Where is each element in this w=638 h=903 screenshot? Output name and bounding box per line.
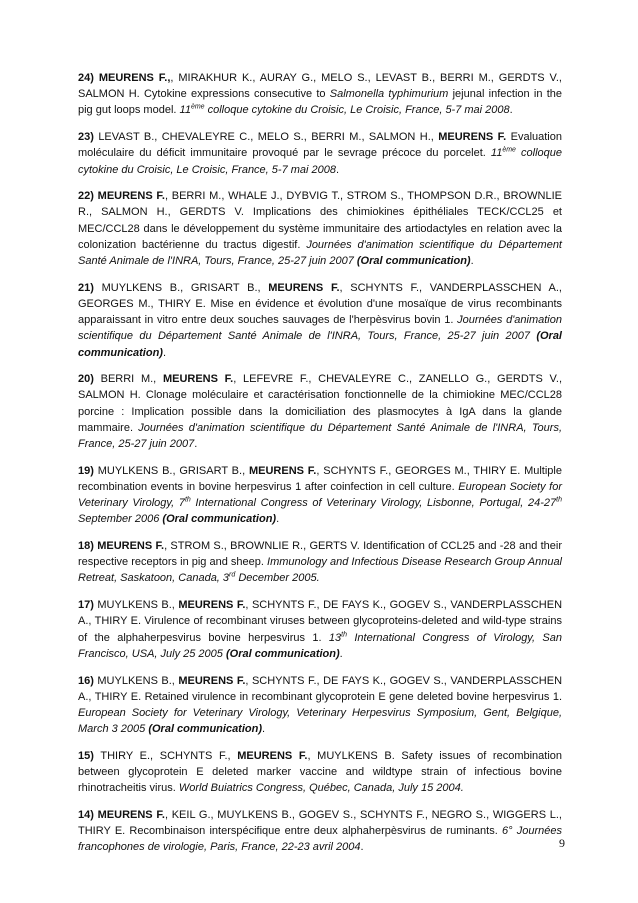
authors: MUYLKENS B., GRISART B., — [93, 281, 269, 294]
author-highlight: MEURENS F. — [178, 674, 246, 687]
authors-and-title: , SCHYNTS F., GEORGES M., THIRY E. Multiple recombination events in bovine herpesvirus 1 after coinfection in cell culture. — [78, 464, 562, 493]
entry-number: 21) — [78, 281, 94, 294]
venue: Immunology and Infectious Disease Research Group Annual Retreat, Saskatoon, Canada, 3rd December 2005. — [78, 556, 562, 585]
publication-entry-22: 22) MEURENS F., BERRI M., WHALE J., DYBVIG T., STROM S., THOMPSON D.R., BROWNLIE R., SALMON H., GERDTS V. Implications des chimiokines épithéliales TECK/CCL25 et MEC/CCL28 dans le développement du système immunitaire des artiodactyles en relation avec la colonization bactérienne du tractus digestif. Journées d'animation scientifique du Département Santé Animale de l'INRA, Tours, France, 25-27 juin 2007 (Oral communication). — [78, 190, 562, 268]
entry-number: 14) — [78, 808, 94, 821]
oral-communication-label: (Oral communication) — [148, 723, 263, 736]
publication-entry-19: 19) MUYLKENS B., GRISART B., MEURENS F., SCHYNTS F., GEORGES M., THIRY E. Multiple recombination events in bovine herpesvirus 1 after coinfection in cell culture. European Society for Veterinary Virology, 7th International Congress of Veterinary Virology, Lisbonne, Portugal, 24-27th September 2006 (Oral communication). — [78, 464, 563, 526]
authors-and-title: , BERRI M., WHALE J., DYBVIG T., STROM S., THOMPSON D.R., BROWNLIE R., SALMON H., GERDTS V. Implications des chimiokines épithéliales TECK/CCL25 et MEC/CCL28 dans le développement du système immunitaire des artiodactyles en relation avec la colonization bactérienne du tractus digestif. — [78, 190, 562, 251]
author-highlight: MEURENS F. — [438, 131, 507, 144]
author-highlight: MEURENS F. — [97, 540, 165, 553]
venue: Journées d'animation scientifique du Département Santé Animale de l'INRA, Tours, France, 25-27 juin 2007 — [78, 238, 562, 268]
authors-and-title: , STROM S., BROWNLIE R., GERTS V. Identification of CCL25 and -28 and their respective receptors in pig and sheep. — [78, 540, 562, 569]
authors: LEVAST B., CHEVALEYRE C., MELO S., BERRI M., SALMON H., — [98, 131, 439, 144]
authors: THIRY E., SCHYNTS F., — [93, 749, 238, 762]
title-text: Evaluation moléculaire du déficit immunitaire provoqué par le sevrage précoce du porcelet. — [78, 131, 562, 160]
authors: BERRI M., — [93, 373, 163, 386]
species-name: Salmonella typhimurium — [329, 88, 449, 101]
publication-entry-24: 24) MEURENS F.,, MIRAKHUR K., AURAY G., MELO S., LEVAST B., BERRI M., GERDTS V., SALMON H. Cytokine expressions consecutive to Salmonella typhimurium jejunal infection in the pig gut loops model. 11ème colloque cytokine du Croisic, Le Croisic, France, 5-7 mai 2008. — [78, 72, 562, 117]
publication-entry-20: 20) BERRI M., MEURENS F., LEFEVRE F., CHEVALEYRE C., ZANELLO G., GERDTS V., SALMON H. Clonage moléculaire et caractérisation fonctionnelle de la chimiokine MEC/CCL28 porcine : Implication possible dans la domiciliation des plasmocytes à IgA dans la glande mammaire. Journées d'animation scientifique du Département Santé Animale de l'INRA, Tours, France, 25-27 juin 2007. — [78, 373, 563, 451]
entry-number: 24) — [78, 72, 94, 84]
venue: European Society for Veterinary Virology, Veterinary Herpesvirus Symposium, Gent, Belgique, March 3 2005 — [78, 706, 562, 736]
venue: Journées d'animation scientifique du Département Santé Animale de l'INRA, Tours, France, 25-27 juin 2007 — [78, 314, 562, 343]
publication-entry-15 — [78, 748, 562, 797]
publication-entry-23: 23) LEVAST B., CHEVALEYRE C., MELO S., BERRI M., SALMON H., MEURENS F. Evaluation moléculaire du déficit immunitaire provoqué par le sevrage précoce du porcelet. 11ème colloque cytokine du Croisic, Le Croisic, France, 5-7 mai 2008. — [78, 131, 562, 176]
venue: 11ème colloque cytokine du Croisic, Le Croisic, France, 5-7 mai 2008 — [78, 146, 562, 176]
author-highlight: MEURENS F. — [162, 373, 234, 386]
publication-entry-18 — [78, 538, 562, 587]
author-highlight: MEURENS F. — [237, 749, 308, 762]
authors: MUYLKENS B., GRISART B., — [93, 464, 249, 477]
authors-and-title: , MUYLKENS B. Safety issues of recombination between glycoprotein E deleted marker vaccine and wildtype strain of infectious bovine rhinotracheitis virus. — [78, 749, 563, 795]
author-highlight: MEURENS F. — [268, 281, 340, 294]
author-highlight: MEURENS F. — [248, 464, 317, 477]
title-text: jejunal infection in the pig gut loops model. — [78, 88, 562, 117]
publication-list — [78, 70, 562, 866]
author-highlight: MEURENS F. — [178, 599, 246, 612]
author-highlight: MEURENS F. — [97, 190, 165, 203]
authors: MUYLKENS B., — [93, 674, 179, 687]
authors-and-title: , LEFEVRE F., CHEVALEYRE C., ZANELLO G., GERDTS V., SALMON H. Clonage moléculaire et caractérisation fonctionnelle de la chimiokine MEC/CCL28 porcine : Implication possible dans la domiciliation des plasmocytes à IgA dans la glande mammaire. — [78, 373, 562, 434]
publication-entry-14: 14) MEURENS F., KEIL G., MUYLKENS B., GOGEV S., SCHYNTS F., NEGRO S., WIGGERS L., THIRY E. Recombinaison interspécifique entre deux alphaherpèsvirus de ruminants. 6° Journées francophones de virologie, Paris, France, 22-23 avril 2004. — [78, 808, 562, 854]
authors-and-title: , MIRAKHUR K., AURAY G., MELO S., LEVAST B., BERRI M., GERDTS V., SALMON H. Cytokine expressions consecutive to — [78, 72, 562, 101]
authors-and-title: , KEIL G., MUYLKENS B., GOGEV S., SCHYNTS F., NEGRO S., WIGGERS L., THIRY E. Recombinaison interspécifique entre deux alphaherpèsvirus de ruminants. — [78, 808, 562, 838]
oral-communication-label: (Oral communication) — [356, 255, 471, 268]
entry-number: 18) — [78, 540, 94, 553]
authors: MUYLKENS B., — [93, 599, 179, 612]
venue: European Society for Veterinary Virology, 7th International Congress of Veterinary Virology, Lisbonne, Portugal, 24-27th September 2006 — [78, 480, 563, 526]
author-highlight: MEURENS F., — [98, 72, 171, 84]
page-number: 9 — [559, 836, 565, 850]
oral-communication-label: (Oral communication) — [225, 647, 340, 660]
venue: 13th International Congress of Virology, San Francisco, USA, July 25 2005 — [78, 630, 562, 660]
publication-entry-16: 16) MUYLKENS B., MEURENS F., SCHYNTS F., DE FAYS K., GOGEV S., VANDERPLASSCHEN A., THIRY E. Retained virulence in recombinant glycoprotein E gene deleted bovine herpesvirus 1. European Society for Veterinary Virology, Veterinary Herpesvirus Symposium, Gent, Belgique, March 3 2005 (Oral communication). — [78, 674, 563, 736]
publication-entry-21: 21) MUYLKENS B., GRISART B., MEURENS F., SCHYNTS F., VANDERPLASSCHEN A., GEORGES M., THIRY E. Mise en évidence et évolution d'une mosaïque de virus recombinants apparaissant in vitro entre deux souches sauvages de l'herpèsvirus bovin 1. Journées d'animation scientifique du Département Santé Animale de l'INRA, Tours, France, 25-27 juin 2007 (Oral communication). — [78, 281, 562, 359]
oral-communication-label: (Oral communication) — [78, 330, 562, 359]
venue: Journées d'animation scientifique du Département Santé Animale de l'INRA, Tours, France, 25-27 juin 2007 — [78, 421, 563, 451]
entry-number: 20) — [78, 373, 94, 386]
venue: World Buiatrics Congress, Québec, Canada, July 15 2004. — [178, 782, 464, 795]
authors-and-title: , SCHYNTS F., DE FAYS K., GOGEV S., VANDERPLASSCHEN A., THIRY E. Virulence of recombinant viruses between glycoproteins-deleted and wild-type strains of the alphaherpesvirus bovine herpesvirus 1. — [78, 599, 563, 644]
entry-number: 23) — [78, 131, 94, 144]
authors-and-title: , SCHYNTS F., VANDERPLASSCHEN A., GEORGES M., THIRY E. Mise en évidence et évolution d'une mosaïque de virus recombinants apparaissant in vitro entre deux souches sauvages de l'herpèsvirus bovin 1. — [78, 281, 562, 327]
entry-number: 16) — [78, 674, 94, 687]
authors-and-title: , SCHYNTS F., DE FAYS K., GOGEV S., VANDERPLASSCHEN A., THIRY E. Retained virulence in recombinant glycoprotein E gene deleted bovine herpesvirus 1. — [78, 674, 563, 703]
venue: 11ème colloque cytokine du Croisic, Le Croisic, France, 5-7 mai 2008 — [179, 103, 510, 117]
oral-communication-label: (Oral communication) — [162, 513, 277, 526]
author-highlight: MEURENS F. — [97, 808, 165, 821]
entry-number: 19) — [78, 464, 94, 477]
entry-number: 15) — [78, 749, 94, 762]
venue: 6° Journées francophones de virologie, Paris, France, 22-23 avril 2004 — [78, 825, 562, 854]
entry-number: 22) — [78, 190, 94, 203]
entry-number: 17) — [78, 599, 94, 612]
publication-entry-17: 17) MUYLKENS B., MEURENS F., SCHYNTS F., DE FAYS K., GOGEV S., VANDERPLASSCHEN A., THIRY E. Virulence of recombinant viruses between glycoproteins-deleted and wild-type strains of the alphaherpesvirus bovine herpesvirus 1. 13th International Congress of Virology, San Francisco, USA, July 25 2005 (Oral communication). — [78, 599, 563, 660]
